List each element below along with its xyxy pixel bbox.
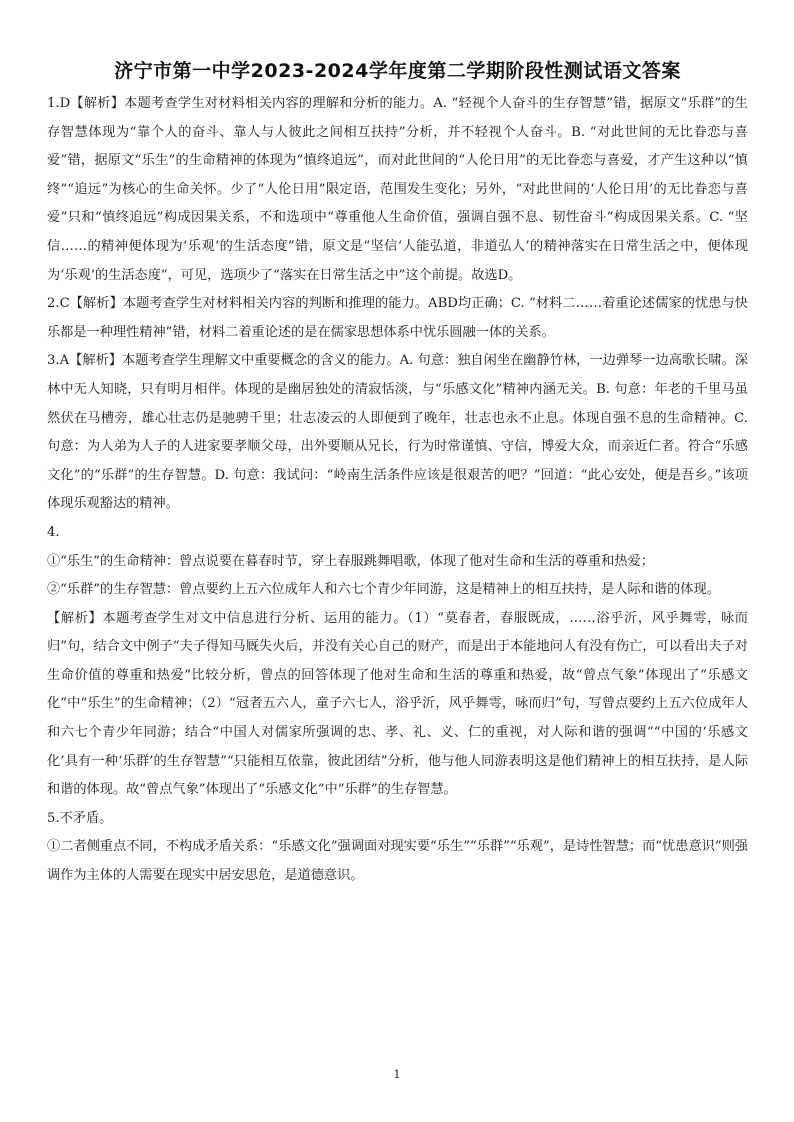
answer-4-point-1: ①“乐生”的生命精神：曾点说要在暮春时节，穿上春服跳舞唱歌，体现了他对生命和生活的尊重和热爱； — [47, 553, 654, 569]
answer-4-number: 4. — [47, 524, 60, 540]
answer-body — [47, 90, 748, 891]
document-title: 济宁市第一中学2023-2024学年度第二学期阶段性测试语文答案 — [114, 60, 681, 82]
answer-5-conclusion: 5.不矛盾。 — [47, 810, 113, 826]
page-number: 1 — [393, 1068, 401, 1081]
answer-1: 1.D【解析】本题考查学生对材料相关内容的理解和分析的能力。A. “轻视个人奋斗的生存智慧”错，据原文“乐群”的生存智慧体现为“靠个人的奋斗、靠人与人彼此之间相互扶持”分析，并不轻视个人奋斗。B. “对此世间的无比眷恋与喜爱”错，据原文“乐生”的生命精神的体现为“慎终追远”，而对此世间的“人伦日用”的无比眷恋与喜爱，才产生这种以“慎终”“追远”为核心的生命关怀。少了“人伦日用”限定语，范围发生变化；另外，“对此世间的‘人伦日用’的无比眷恋与喜爱”只和“慎终追远”构成因果关系，不和选项中“尊重他人生命价值，强调自强不息、韧性奋斗”构成因果关系。C. “坚信……的精神便体现为‘乐观’的生活态度”错，原文是“坚信‘人能弘道，非道弘人’的精神落实在日常生活之中，便体现为‘乐观’的生活态度”，可见，选项少了“落实在日常生活之中”这个前提。故选D。 — [47, 96, 748, 283]
answer-5-point-1: ①二者侧重点不同，不构成矛盾关系：“乐感文化”强调面对现实要“乐生”“乐群”“乐观”，是诗性智慧；而“忧患意识”则强调作为主体的人需要在现实中居安思危，是道德意识。 — [47, 839, 748, 884]
answer-4-point-2: ②“乐群”的生存智慧：曾点要约上五六位成年人和六七个青少年同游，这是精神上的相互扶持，是人际和谐的体现。 — [47, 582, 720, 598]
answer-3: 3.A【解析】本题考查学生理解文中重要概念的含义的能力。A. 句意：独自闲坐在幽静竹林，一边弹琴一边高歌长啸。深林中无人知晓，只有明月相伴。体现的是幽居独处的清寂恬淡，与“乐感文化”精神内涵无关。B. 句意：年老的千里马虽然伏在马槽旁，雄心壮志仍是驰骋千里；壮志凌云的人即便到了晚年，壮志也永不止息。体现自强不息的生命精神。C. 句意：为人弟为人子的人进家要孝顺父母，出外要顺从兄长，行为时常谨慎、守信，博爱大众，而亲近仁者。符合“乐感文化”的“乐群”的生存智慧。D. 句意：我试问：“岭南生活条件应该是很艰苦的吧？”回道：“此心安处，便是吾乡。”该项体现乐观豁达的精神。 — [47, 353, 748, 512]
answer-2: 2.C【解析】本题考查学生对材料相关内容的判断和推理的能力。ABD均正确；C. “材料二……着重论述儒家的忧患与快乐都是一种理性精神”错，材料二着重论述的是在儒家思想体系中忧乐圆融一体的关系。 — [47, 296, 748, 340]
answer-4-analysis: 【解析】本题考查学生对文中信息进行分析、运用的能力。（1）“莫春者，春服既成，……浴乎沂，风乎舞雩，咏而归”句，结合文中例子“夫子得知马厩失火后，并没有关心自己的财产，而是出于本能地问人有没有伤亡，可以看出夫子对生命价值的尊重和热爱”比较分析，曾点的回答体现了他对生命和生活的尊重和热爱，故“曾点气象”体现出了“乐感文化”中“乐生”的生命精神；（2）“冠者五六人，童子六七人，浴乎沂，风乎舞雩，咏而归”句，写曾点要约上五六位成年人和六七个青少年同游；结合“中国人对儒家所强调的忠、孝、礼、义、仁的重视，对人际和谐的强调”“中国的‘乐感文化’具有一种‘乐群’的生存智慧”“只能相互依靠，彼此团结”分析，他与他人同游表明这是他们精神上的相互扶持，是人际和谐的体现。故“曾点气象”体现出了“乐感文化”中“乐群”的生存智慧。 — [47, 610, 748, 798]
